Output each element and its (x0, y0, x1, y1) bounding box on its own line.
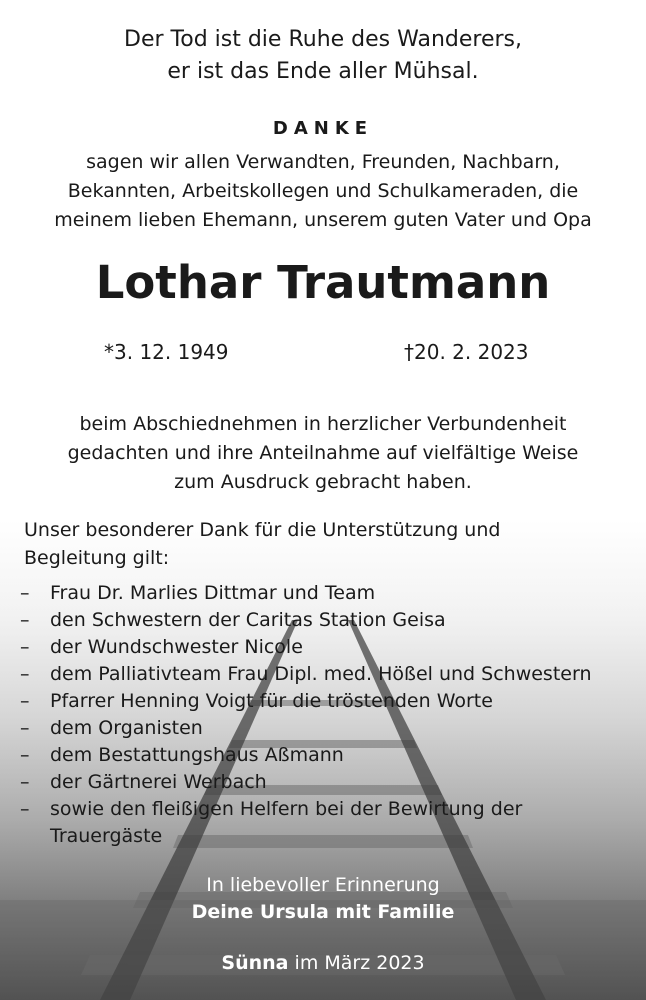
birth-date: *3. 12. 1949 (104, 340, 229, 364)
danke-heading: DANKE (272, 118, 374, 139)
special-thanks-intro (24, 516, 624, 572)
list-item (20, 715, 630, 742)
signatory: Deine Ursula mit Familie (191, 901, 455, 923)
epitaph-quote (0, 24, 646, 88)
farewell-line: gedachten und ihre Anteilnahme auf vielfältige Weise (67, 442, 579, 464)
thanks-paragraph (0, 148, 646, 235)
thanks-line: Bekannten, Arbeitskollegen und Schulkameraden, die (67, 180, 579, 202)
list-item (20, 688, 630, 715)
list-item-text: der Gärtnerei Werbach (50, 771, 267, 793)
dash-bullet: – (20, 609, 30, 631)
dash-bullet: – (20, 744, 30, 766)
remembrance-line: In liebevoller Erinnerung (206, 874, 440, 896)
list-item-text: der Wundschwester Nicole (50, 636, 303, 658)
dash-bullet: – (20, 771, 30, 793)
quote-line: Der Tod ist die Ruhe des Wanderers, (124, 27, 522, 52)
place-date (0, 952, 646, 974)
list-item-text: Frau Dr. Marlies Dittmar und Team (50, 582, 376, 604)
farewell-line: zum Ausdruck gebracht haben. (174, 471, 472, 493)
thanks-list (20, 580, 630, 850)
place-name: Sünna (221, 952, 289, 974)
list-item (20, 742, 630, 769)
farewell-line: beim Abschiednehmen in herzlicher Verbundenheit (79, 413, 567, 435)
list-item (20, 661, 630, 688)
dash-bullet: – (20, 690, 30, 712)
dash-spacer (20, 823, 50, 850)
deceased-name: Lothar Trautmann (95, 256, 551, 309)
list-item (20, 769, 630, 796)
dash-bullet: – (20, 663, 30, 685)
special-thanks-line: Unser besonderer Dank für die Unterstützung und (24, 519, 501, 541)
date-text: im März 2023 (288, 952, 425, 974)
list-item-text: sowie den fleißigen Helfern bei der Bewirtung der (50, 798, 523, 820)
farewell-paragraph (0, 410, 646, 497)
list-item-text: Trauergäste (50, 825, 163, 847)
list-item-text: dem Organisten (50, 717, 203, 739)
special-thanks-line: Begleitung gilt: (24, 547, 170, 569)
list-item (20, 796, 630, 823)
dash-bullet: – (20, 582, 30, 604)
dash-bullet: – (20, 636, 30, 658)
thanks-line: meinem lieben Ehemann, unserem guten Vater und Opa (54, 209, 592, 231)
list-item-text: den Schwestern der Caritas Station Geisa (50, 609, 446, 631)
list-item-text: dem Bestattungshaus Aßmann (50, 744, 344, 766)
list-item-text: Pfarrer Henning Voigt für die tröstenden Worte (50, 690, 493, 712)
dash-bullet: – (20, 717, 30, 739)
list-item-text: dem Palliativteam Frau Dipl. med. Hößel und Schwestern (50, 663, 592, 685)
list-item-continuation (20, 823, 630, 850)
list-item (20, 634, 630, 661)
list-item (20, 580, 630, 607)
list-item (20, 607, 630, 634)
quote-line: er ist das Ende aller Mühsal. (167, 59, 479, 84)
dash-bullet: – (20, 798, 30, 820)
death-date: †20. 2. 2023 (404, 340, 529, 364)
thanks-line: sagen wir allen Verwandten, Freunden, Nachbarn, (86, 151, 560, 173)
